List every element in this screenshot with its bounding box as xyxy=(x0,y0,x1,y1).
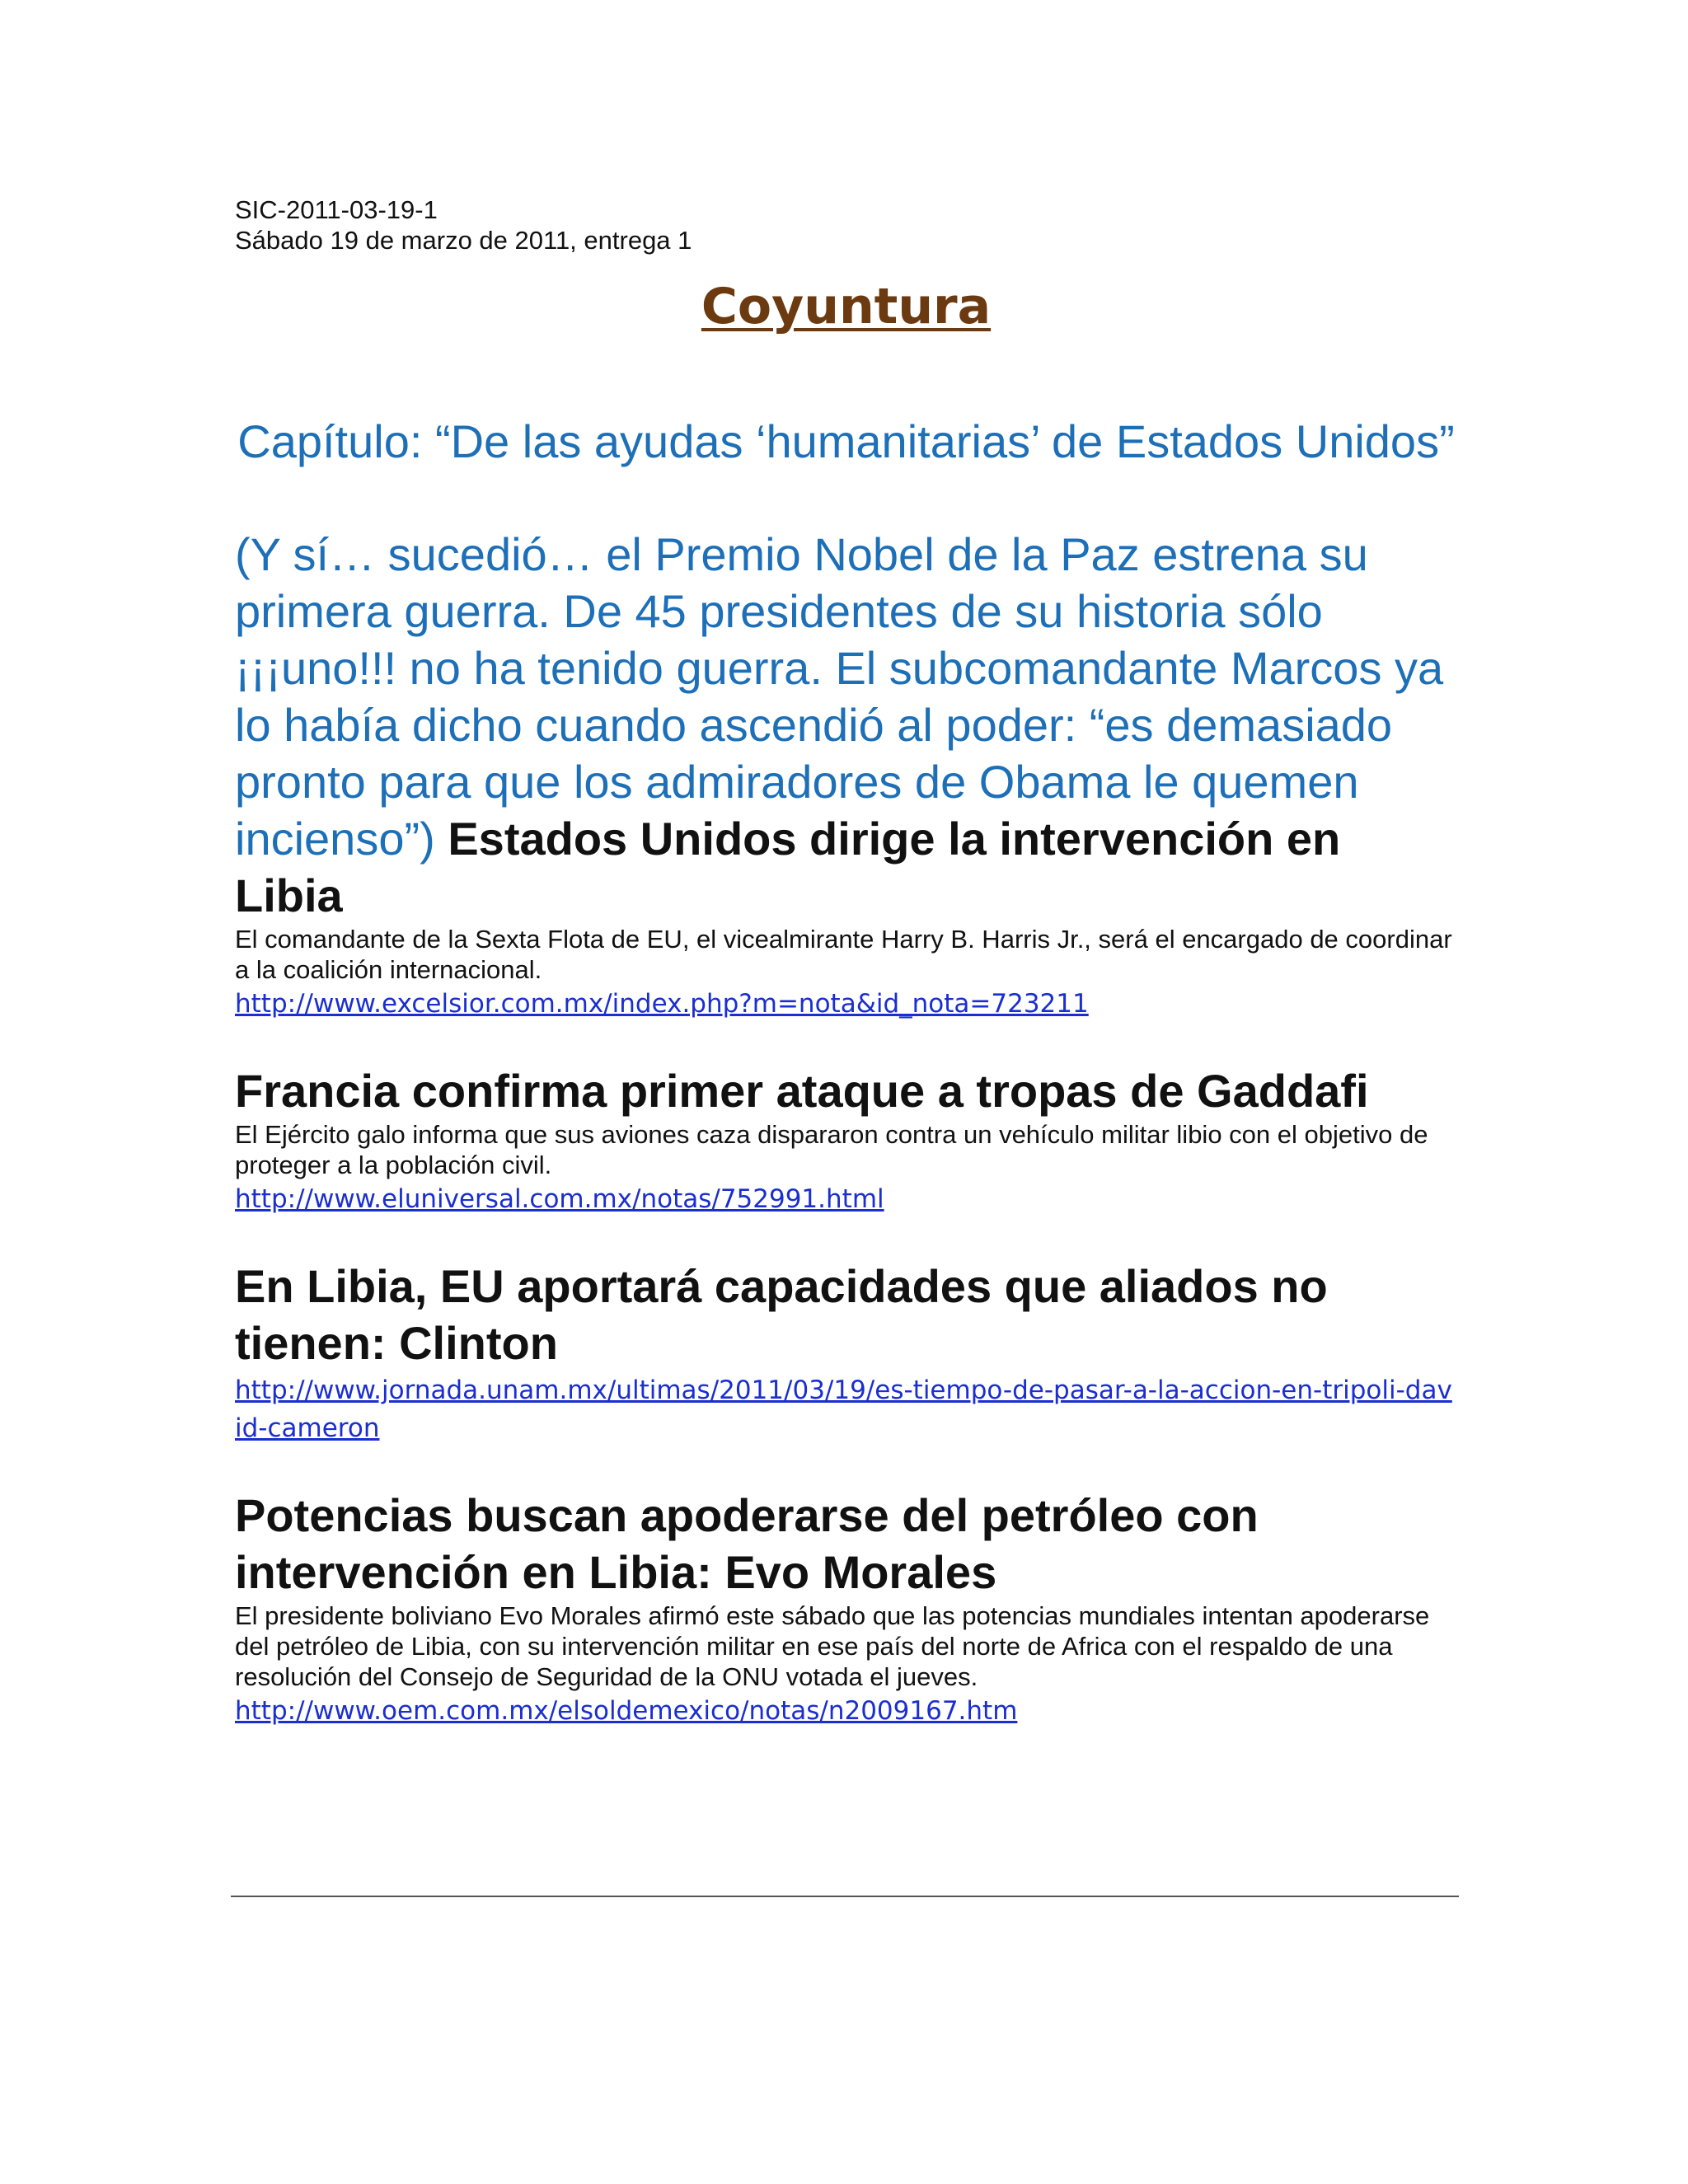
article-headline: Potencias buscan apoderarse del petróleo con intervención en Libia: Evo Morales xyxy=(235,1489,1259,1598)
document-code: SIC-2011-03-19-1 xyxy=(235,195,438,224)
article-link[interactable]: http://www.oem.com.mx/elsoldemexico/notas/n2009167.htm xyxy=(235,1696,1018,1726)
article-link[interactable]: http://www.jornada.unam.mx/ultimas/2011/03/19/es-tiempo-de-pasar-a-la-accion-en-tripoli-david-cameron xyxy=(235,1376,1452,1443)
article-headline: En Libia, EU aportará capacidades que aliados no tienen: Clinton xyxy=(235,1260,1328,1369)
article-summary: El Ejército galo informa que sus aviones caza dispararon contra un vehículo militar libio con el objetivo de proteger a la población civil. xyxy=(235,1120,1428,1179)
lead-link[interactable]: http://www.excelsior.com.mx/index.php?m=nota&id_nota=723211 xyxy=(235,989,1089,1019)
document-date: Sábado 19 de marzo de 2011, entrega 1 xyxy=(235,226,692,255)
lead-intro: (Y sí… sucedió… el Premio Nobel de la Paz estrena su primera guerra. De 45 presidentes de su historia sólo ¡¡¡uno!!! no ha tenido guerra. El subcomandante Marcos ya lo había dicho cuando ascendió al poder: “es demasiado pronto para que los admiradores de Obama le quemen incienso”) xyxy=(235,528,1444,865)
lead-summary: El comandante de la Sexta Flota de EU, el vicealmirante Harry B. Harris Jr., será el encargado de coordinar a la coalición internacional. xyxy=(235,925,1452,984)
article-link[interactable]: http://www.eluniversal.com.mx/notas/752991.html xyxy=(235,1184,884,1214)
lead-article xyxy=(235,526,1457,924)
article-item xyxy=(235,1258,1457,1447)
footer-divider xyxy=(231,1896,1459,1897)
section-title: Coyuntura xyxy=(701,278,992,335)
article-item xyxy=(235,1487,1457,1730)
article-summary: El presidente boliviano Evo Morales afirmó este sábado que las potencias mundiales intentan apoderarse del petróleo de Libia, con su intervención militar en ese país del norte de Africa con el respaldo de una resolución del Consejo de Seguridad de la ONU votada el jueves. xyxy=(235,1601,1430,1691)
chapter-title: Capítulo: “De las ayudas ‘humanitarias’ de Estados Unidos” xyxy=(237,415,1455,467)
lead-headline: Estados Unidos dirige la intervención en Libia xyxy=(235,813,1341,921)
article-item xyxy=(235,1062,1457,1218)
article-headline: Francia confirma primer ataque a tropas de Gaddafi xyxy=(235,1065,1369,1117)
